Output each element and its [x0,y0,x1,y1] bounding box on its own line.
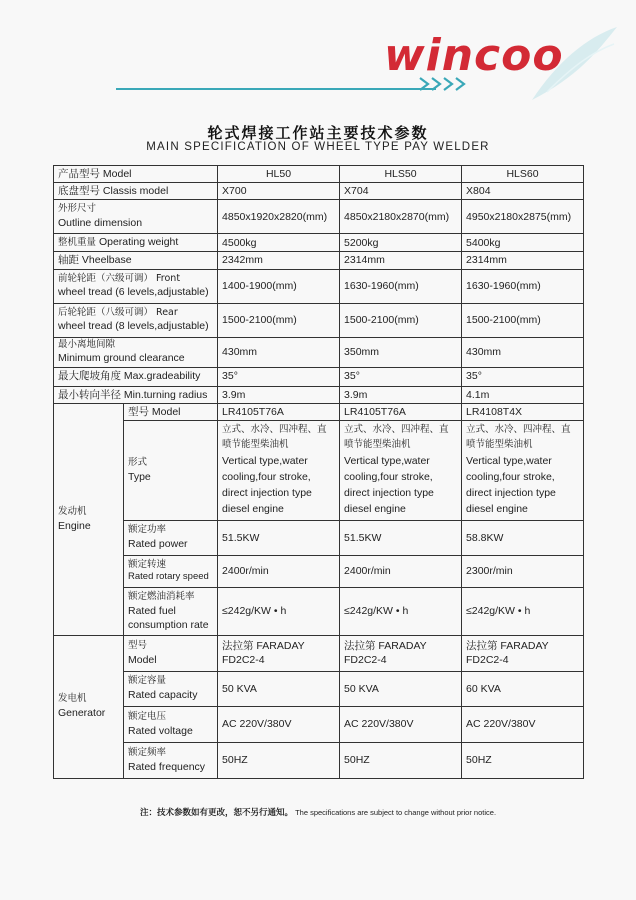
generator-capacity-value: 50 KVA [340,671,462,706]
engine-speed-label-en: Rated rotary speed [128,571,209,583]
title-chinese: 轮式焊接工作站主要技术参数 [207,124,429,142]
generator-frequency-label-en: Rated frequency [128,760,206,773]
chassis-value: X704 [340,183,462,200]
weight-label-en: Operating weight [98,236,179,249]
engine-speed-value: 2400r/min [218,555,340,587]
wheelbase-value: 2314mm [462,252,584,269]
clearance-value: 430mm [462,337,584,367]
weight-value: 5400kg [462,234,584,252]
wheelbase-label: 轴距 Vheelbase [54,252,218,269]
engine-fuel-value: ≤242g/KW • h [462,587,584,635]
rear-tread-value: 1500-2100(mm) [218,303,340,337]
footnote-en: The specifications are subject to change without prior notice. [295,808,497,817]
front-tread-value: 1400-1900(mm) [218,269,340,303]
table-row-turning [54,386,584,403]
generator-model-value [340,635,462,671]
turning-value: 3.9m [218,386,340,403]
generator-model-label-en: Model [128,653,157,666]
turning-value: 4.1m [462,386,584,403]
engine-speed-label [124,555,218,587]
gradeability-label: 最大爬坡角度 Max.gradeability [54,367,218,386]
rear-tread-label-line1: 后轮轮距（八级可调） Rear [58,306,178,318]
gradeability-value: 35° [462,367,584,386]
outline-label-cn: 外形尺寸 [58,203,97,215]
table-row-wheelbase [54,252,584,269]
table-row-engine-speed [54,555,584,587]
engine-model-value: LR4105T76A [218,403,340,420]
wincoo-logo [382,22,622,112]
model-hl50: HL50 [218,166,340,183]
engine-type-value [340,420,462,520]
generator-model-label [124,635,218,671]
outline-value: 4950x2180x2875(mm) [462,200,584,234]
engine-type-label [124,420,218,520]
clearance-value: 350mm [340,337,462,367]
generator-voltage-value: AC 220V/380V [462,706,584,742]
rear-tread-label [54,303,218,337]
engine-speed-value: 2300r/min [462,555,584,587]
engine-type-value-cn: 立式、水冷、四冲程、直喷节能型柴油机 [222,424,327,450]
table-row-weight [54,234,584,252]
engine-type-value [218,420,340,520]
engine-type-label-cn: 形式 [128,456,148,468]
generator-voltage-label-en: Rated voltage [128,724,193,737]
generator-frequency-label [124,742,218,778]
clearance-label-cn: 最小离地间隙 [58,338,116,350]
generator-model-value-cn: 法拉第 FARADAY [222,640,305,653]
engine-type-value-en: Vertical type,water cooling,four stroke, direct injection type diesel engine [222,454,312,516]
generator-model-value [462,635,584,671]
outline-label-en: Outline dimension [58,217,143,230]
generator-model-value-en: FD2C2-4 [344,654,387,667]
generator-capacity-label-en: Rated capacity [128,689,198,702]
engine-type-value [462,420,584,520]
generator-capacity-value: 50 KVA [218,671,340,706]
generator-model-value-en: FD2C2-4 [466,654,509,667]
table-row-generator-capacity [54,671,584,706]
rear-tread-label-line2: wheel tread (8 levels,adjustable) [58,320,209,333]
clearance-value: 430mm [218,337,340,367]
table-row-chassis [54,183,584,200]
chassis-value: X700 [218,183,340,200]
table-row-engine-type [54,420,584,520]
weight-value: 5200kg [340,234,462,252]
engine-group-label [54,403,124,635]
gradeability-value: 35° [218,367,340,386]
turning-value: 3.9m [340,386,462,403]
engine-power-label-cn: 额定功率 [128,524,167,536]
front-tread-value: 1630-1960(mm) [340,269,462,303]
front-tread-label-line1: 前轮轮距（六级可调） Front [58,272,181,284]
engine-fuel-label-en1: Rated fuel [128,604,176,617]
front-tread-label-line2: wheel tread (6 levels,adjustable) [58,286,209,299]
engine-type-value-cn: 立式、水冷、四冲程、直喷节能型柴油机 [466,424,571,450]
engine-fuel-value: ≤242g/KW • h [340,587,462,635]
engine-group-cn: 发动机 [58,505,87,517]
generator-capacity-label [124,671,218,706]
header-label: 产品型号 Model [54,166,218,183]
rear-tread-value: 1500-2100(mm) [340,303,462,337]
table-row-generator-voltage [54,706,584,742]
generator-voltage-label [124,706,218,742]
generator-frequency-value: 50HZ [340,742,462,778]
table-row-clearance [54,337,584,367]
turning-label: 最小转向半径 Min.turning radius [54,386,218,403]
table-row-engine-model [54,403,584,420]
gradeability-value: 35° [340,367,462,386]
engine-model-label: 型号 Model [124,403,218,420]
engine-model-value: LR4105T76A [340,403,462,420]
wheelbase-value: 2314mm [340,252,462,269]
table-row-engine-power [54,520,584,555]
wheelbase-value: 2342mm [218,252,340,269]
weight-value: 4500kg [218,234,340,252]
outline-value: 4850x2180x2870(mm) [340,200,462,234]
engine-type-value-cn: 立式、水冷、四冲程、直喷节能型柴油机 [344,424,449,450]
chassis-value: X804 [462,183,584,200]
table-row-gradeability [54,367,584,386]
table-row-rear-tread [54,303,584,337]
outline-label [54,200,218,234]
generator-capacity-label-cn: 额定容量 [128,675,167,687]
table-row-generator-frequency [54,742,584,778]
generator-frequency-value: 50HZ [218,742,340,778]
engine-type-value-en: Vertical type,water cooling,four stroke, direct injection type diesel engine [344,454,434,516]
generator-voltage-value: AC 220V/380V [218,706,340,742]
generator-frequency-label-cn: 额定频率 [128,746,167,758]
chassis-label: 底盘型号 Classis model [54,183,218,200]
engine-type-label-en: Type [128,470,151,483]
engine-power-value: 51.5KW [340,520,462,555]
table-row-generator-model [54,635,584,671]
engine-fuel-value: ≤242g/KW • h [218,587,340,635]
footnote-cn: 注：技术参数如有更改，恕不另行通知。 [139,808,293,818]
spec-table [53,165,584,779]
generator-model-value-cn: 法拉第 FARADAY [466,640,549,653]
front-tread-value: 1630-1960(mm) [462,269,584,303]
weight-label [54,234,218,252]
clearance-label [54,337,218,367]
logo-wordmark: wincoo [384,30,564,81]
engine-power-label-en: Rated power [128,538,188,551]
engine-group-en: Engine [58,519,91,532]
engine-model-value: LR4108T4X [462,403,584,420]
generator-group-label [54,635,124,778]
engine-fuel-label [124,587,218,635]
rear-tread-value: 1500-2100(mm) [462,303,584,337]
engine-power-label [124,520,218,555]
generator-group-cn: 发电机 [58,693,87,705]
generator-capacity-value: 60 KVA [462,671,584,706]
table-row-header [54,166,584,183]
model-hls50: HLS50 [340,166,462,183]
footnote [0,806,636,818]
generator-voltage-label-cn: 额定电压 [128,710,167,722]
front-tread-label [54,269,218,303]
engine-power-value: 58.8KW [462,520,584,555]
engine-fuel-label-cn: 额定燃油消耗率 [128,590,195,602]
generator-frequency-value: 50HZ [462,742,584,778]
generator-model-value-en: FD2C2-4 [222,654,265,667]
model-hls60: HLS60 [462,166,584,183]
table-row-front-tread [54,269,584,303]
title-english: MAIN SPECIFICATION OF WHEEL TYPE PAY WELDER [146,141,490,153]
outline-value: 4850x1920x2820(mm) [218,200,340,234]
generator-voltage-value: AC 220V/380V [340,706,462,742]
engine-speed-value: 2400r/min [340,555,462,587]
generator-model-value [218,635,340,671]
clearance-label-en: Minimum ground clearance [58,352,185,365]
engine-speed-label-cn: 额定转速 [128,558,167,570]
generator-group-en: Generator [58,707,106,720]
generator-model-label-cn: 型号 [128,639,148,651]
header-rule [116,88,436,90]
engine-fuel-label-en2: consumption rate [128,618,209,631]
engine-type-value-en: Vertical type,water cooling,four stroke, direct injection type diesel engine [466,454,556,516]
table-row-engine-fuel [54,587,584,635]
engine-power-value: 51.5KW [218,520,340,555]
generator-model-value-cn: 法拉第 FARADAY [344,640,427,653]
weight-label-cn: 整机重量 [58,237,97,249]
table-row-outline [54,200,584,234]
